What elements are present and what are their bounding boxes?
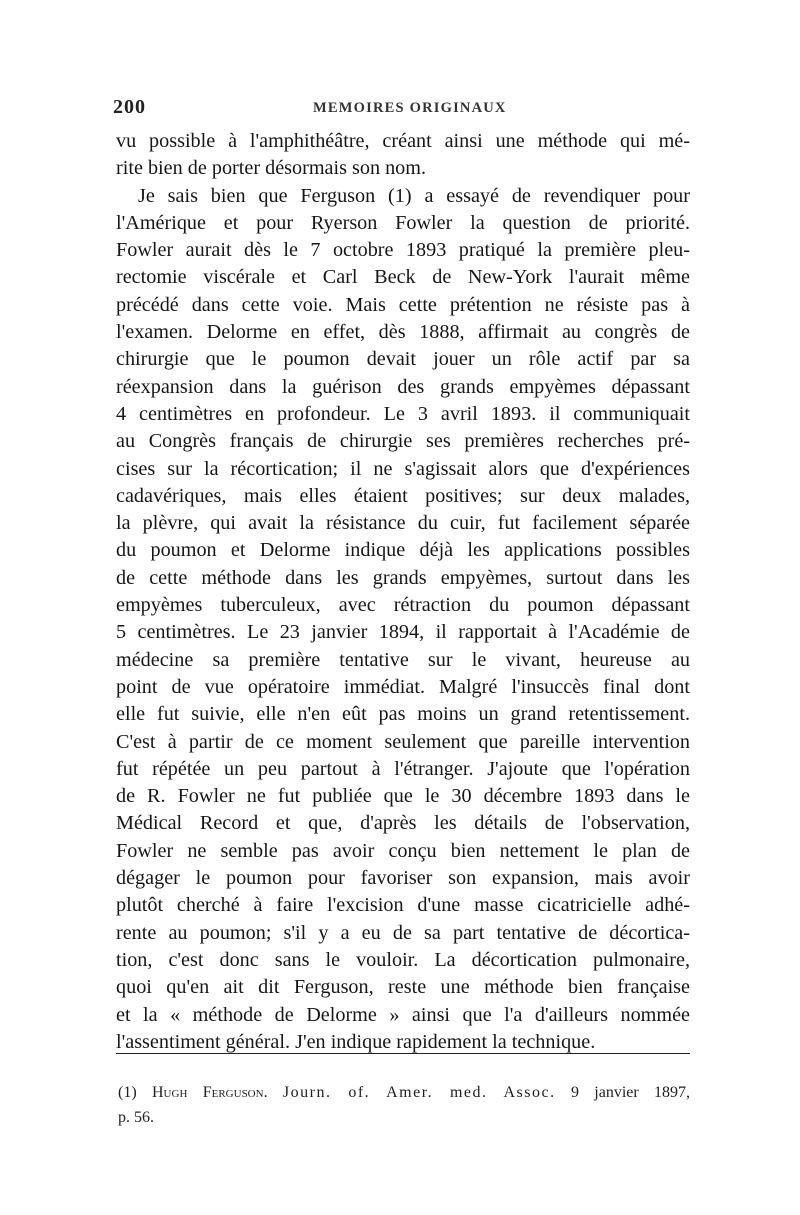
text-line: tion, c'est donc sans le vouloir. La décortication pulmonaire, (116, 948, 690, 971)
text-line: quoi qu'en ait dit Ferguson, reste une méthode bien française (116, 976, 690, 999)
text-line: 4 centimètres en profondeur. Le 3 avril 1893. il communiquait (116, 402, 690, 425)
text-line: C'est à partir de ce moment seulement que pareille intervention (116, 730, 690, 753)
running-title: MEMOIRES ORIGINAUX (313, 100, 507, 116)
text-line: Médical Record et que, d'après les détails de l'observation, (116, 812, 690, 835)
text-line: rectomie viscérale et Carl Beck de New-York l'aurait même (116, 266, 690, 289)
text-line: 5 centimètres. Le 23 janvier 1894, il rapportait à l'Académie de (116, 621, 690, 644)
body-text (116, 128, 690, 1056)
text-line: Fowler aurait dès le 7 octobre 1893 pratiqué la première pleu- (116, 239, 690, 262)
text-line: cadavériques, mais elles étaient positives; sur deux malades, (116, 484, 690, 507)
text-line: précédé dans cette voie. Mais cette prétention ne résiste pas à (116, 293, 690, 316)
footnote-journal: Journ. of. Amer. med. Assoc. (282, 1084, 556, 1101)
text-line: l'assentiment général. J'en indique rapidement la technique. (116, 1030, 596, 1053)
text-line: cises sur la récortication; il ne s'agissait alors que d'expériences (116, 457, 690, 480)
text-line: et la « méthode de Delorme » ainsi que l'a d'ailleurs nommée (116, 1003, 690, 1026)
text-line: de R. Fowler ne fut publiée que le 30 décembre 1893 dans le (116, 785, 690, 808)
text-line: réexpansion dans la guérison des grands empyèmes dépassant (116, 375, 690, 398)
text-line: du poumon et Delorme indique déjà les applications possibles (116, 539, 690, 562)
footnote-line (118, 1105, 690, 1130)
page-number: 200 (113, 96, 146, 118)
footnote (118, 1080, 690, 1130)
text-line: rite bien de porter désormais son nom. (116, 157, 427, 180)
footnote-line (118, 1080, 690, 1105)
footnote-marker: (1) (118, 1084, 137, 1101)
footnote-date: 9 janvier 1897, (570, 1084, 691, 1101)
text-line: elle fut suivie, elle n'en eût pas moins un grand retentissement. (116, 703, 690, 726)
text-line: dégager le poumon pour favoriser son expansion, mais avoir (116, 867, 690, 890)
text-line: vu possible à l'amphithéâtre, créant ainsi une méthode qui mé- (116, 130, 690, 152)
page-header (113, 96, 690, 122)
text-line: l'examen. Delorme en effet, dès 1888, affirmait au congrès de (116, 321, 690, 344)
text-line: chirurgie que le poumon devait jouer un rôle actif par sa (116, 348, 690, 371)
text-line: empyèmes tuberculeux, avec rétraction du poumon dépassant (116, 594, 690, 617)
text-line: plutôt cherché à faire l'excision d'une masse cicatricielle adhé- (116, 894, 690, 917)
footnote-page: p. 56. (118, 1109, 154, 1126)
text-line: Je sais bien que Ferguson (1) a essayé de revendiquer pour (138, 184, 690, 207)
text-line: médecine sa première tentative sur le vivant, heureuse au (116, 648, 690, 671)
text-line: la plèvre, qui avait la résistance du cuir, fut facilement séparée (116, 512, 690, 535)
text-line: de cette méthode dans les grands empyèmes, surtout dans les (116, 566, 690, 589)
text-line: fut répétée un peu partout à l'étranger. J'ajoute que l'opération (116, 757, 690, 780)
text-line: rente au poumon; s'il y a eu de sa part tentative de décortica- (116, 921, 690, 944)
footnote-author: Hugh Ferguson. (152, 1084, 268, 1101)
text-line: point de vue opératoire immédiat. Malgré l'insuccès final dont (116, 675, 690, 698)
text-line: au Congrès français de chirurgie ses premières recherches pré- (116, 430, 690, 453)
text-line: l'Amérique et pour Ryerson Fowler la question de priorité. (116, 211, 690, 234)
text-line: Fowler ne semble pas avoir conçu bien nettement le plan de (116, 839, 690, 862)
footnote-divider (116, 1053, 690, 1054)
